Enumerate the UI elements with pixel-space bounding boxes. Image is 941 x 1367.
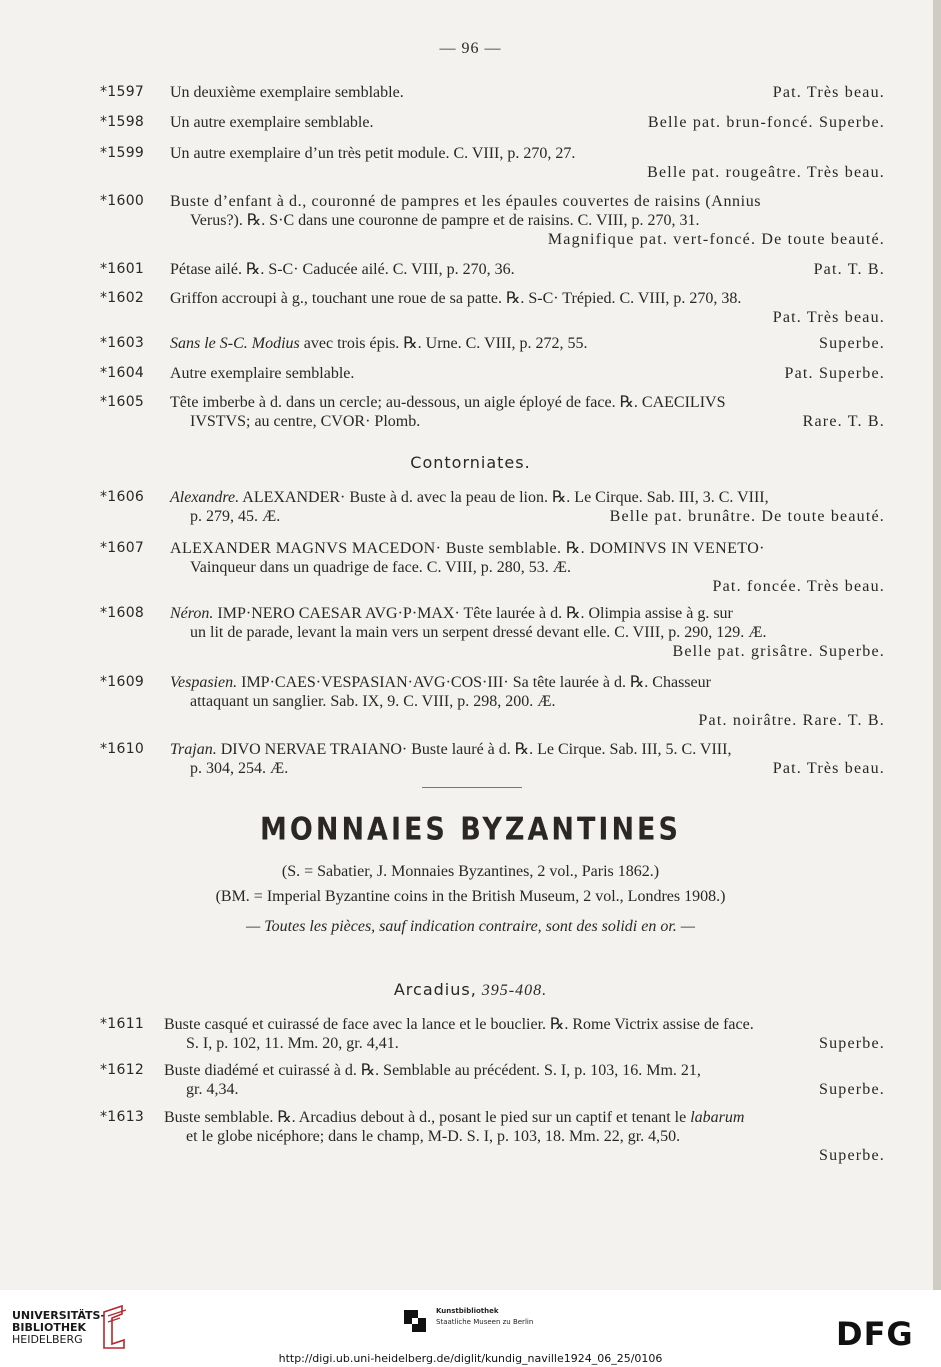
- lot-description-cont: p. 304, 254. Æ.: [190, 760, 289, 777]
- page-number: — 96 —: [439, 40, 502, 57]
- lot-description: Un autre exemplaire semblable.: [170, 114, 374, 131]
- heidelberg-library-logo-text: UNIVERSITÄTS- BIBLIOTHEK HEIDELBERG: [12, 1309, 106, 1346]
- lot-italic-term: labarum: [690, 1109, 745, 1126]
- lot-description: Sans le S-C. Modius avec trois épis. ℞. Urne. C. VIII, p. 272, 55.: [170, 335, 588, 352]
- kunstbibliothek-logo-icon: [402, 1308, 428, 1334]
- lot-description: Buste casqué et cuirassé de face avec la lance et le bouclier. ℞. Rome Victrix assise de face.: [164, 1016, 754, 1033]
- lot-condition: Rare. T. B.: [802, 413, 885, 430]
- lot-number: *1600: [100, 193, 145, 209]
- lot-description-cont: IVSTVS; au centre, CVOR· Plomb.: [190, 413, 421, 430]
- note-solidi: — Toutes les pièces, sauf indication contraire, sont des solidi en or. —: [245, 918, 696, 935]
- lot-number: *1611: [100, 1016, 145, 1032]
- lot-condition: Pat. Superbe.: [784, 365, 885, 382]
- heading-contorniates: Contorniates.: [410, 453, 531, 472]
- lot-description: Buste semblable. ℞. Arcadius debout à d., posant le pied sur un captif et tenant le labarum: [164, 1109, 745, 1126]
- digitization-footer: [0, 1290, 941, 1367]
- lot-number: *1604: [100, 365, 145, 381]
- lot-number: *1603: [100, 335, 145, 351]
- lot-number: *1599: [100, 145, 145, 161]
- lot-description-cont: attaquant un sanglier. Sab. IX, 9. C. VIII, p. 298, 200. Æ.: [190, 693, 556, 710]
- lot-italic-label: Alexandre.: [170, 489, 240, 506]
- lot-condition: Pat. Très beau.: [772, 309, 885, 326]
- lot-number: *1601: [100, 261, 145, 277]
- lot-description-cont: S. I, p. 102, 11. Mm. 20, gr. 4,41.: [186, 1035, 399, 1052]
- lot-description-cont: et le globe nicéphore; dans le champ, M-D. S. I, p. 103, 18. Mm. 22, gr. 4,50.: [186, 1128, 681, 1145]
- section-divider: [422, 787, 522, 788]
- lot-condition: Superbe.: [818, 1147, 885, 1164]
- lot-number: *1608: [100, 605, 145, 621]
- lot-condition: Pat. T. B.: [813, 261, 885, 278]
- lot-condition: Pat. noirâtre. Rare. T. B.: [698, 712, 885, 729]
- lot-number: *1613: [100, 1109, 145, 1125]
- page-edge: [933, 0, 941, 1290]
- lot-number: *1610: [100, 741, 145, 757]
- lot-italic-label: Néron.: [170, 605, 214, 622]
- lot-description-cont: un lit de parade, levant la main vers un serpent dressé devant elle. C. VIII, p. 290, 129. Æ.: [190, 624, 767, 641]
- lot-description-cont: p. 279, 45. Æ.: [190, 508, 281, 525]
- lot-description-cont: Vainqueur dans un quadrige de face. C. VIII, p. 280, 53. Æ.: [190, 559, 571, 576]
- kunstbibliothek-logo-text: Kunstbibliothek Staatliche Museen zu Berlin: [436, 1307, 534, 1326]
- lot-description-cont: Verus?). ℞. S·C dans une couronne de pampre et de raisins. C. VIII, p. 270, 31.: [190, 212, 700, 229]
- lot-condition: Pat. Très beau.: [772, 84, 885, 101]
- reference-british-museum: (BM. = Imperial Byzantine coins in the British Museum, 2 vol., Londres 1908.): [215, 888, 726, 905]
- heading-arcadius-dates: 395-408.: [476, 982, 548, 999]
- lot-description: Vespasien. IMP·CAES·VESPASIAN·AVG·COS·III· Sa tête laurée à d. ℞. Chasseur: [170, 674, 711, 691]
- lot-description: Trajan. DIVO NERVAE TRAIANO· Buste lauré à d. ℞. Le Cirque. Sab. III, 5. C. VIII,: [170, 741, 732, 758]
- lot-description: ALEXANDER MAGNVS MACEDON· Buste semblable. ℞. DOMINVS IN VENETO·: [170, 540, 765, 557]
- lot-description: Buste diadémé et cuirassé à d. ℞. Semblable au précédent. S. I, p. 103, 16. Mm. 21,: [164, 1062, 701, 1079]
- lot-description: Autre exemplaire semblable.: [170, 365, 355, 382]
- lot-description: Buste d’enfant à d., couronné de pampres et les épaules couvertes de raisins (Annius: [170, 193, 762, 210]
- section-title-byzantine: MONNAIES BYZANTINES: [260, 811, 681, 848]
- lot-condition: Belle pat. brunâtre. De toute beauté.: [609, 508, 885, 525]
- lot-description-cont: gr. 4,34.: [186, 1081, 239, 1098]
- lot-italic-label: Sans le S-C. Modius: [170, 335, 300, 352]
- heidelberg-library-logo-icon: [100, 1304, 130, 1350]
- lot-italic-label: Vespasien.: [170, 674, 238, 691]
- lot-condition: Belle pat. grisâtre. Superbe.: [672, 643, 885, 660]
- lot-description: Un autre exemplaire d’un très petit module. C. VIII, p. 270, 27.: [170, 145, 576, 162]
- lot-number: *1612: [100, 1062, 145, 1078]
- heading-arcadius: Arcadius, 395-408.: [393, 980, 548, 999]
- lot-description: Néron. IMP·NERO CAESAR AVG·P·MAX· Tête laurée à d. ℞. Olimpia assise à g. sur: [170, 605, 733, 622]
- lot-description: Pétase ailé. ℞. S-C· Caducée ailé. C. VIII, p. 270, 36.: [170, 261, 515, 278]
- lot-condition: Belle pat. brun-foncé. Superbe.: [647, 114, 885, 131]
- lot-number: *1609: [100, 674, 145, 690]
- lot-number: *1597: [100, 84, 145, 100]
- lot-number: *1607: [100, 540, 145, 556]
- lot-description: Griffon accroupi à g., touchant une roue de sa patte. ℞. S-C· Trépied. C. VIII, p. 270, 38.: [170, 290, 742, 307]
- lot-condition: Pat. foncée. Très beau.: [712, 578, 885, 595]
- lot-number: *1605: [100, 394, 145, 410]
- lot-italic-label: Trajan.: [170, 741, 217, 758]
- lot-condition: Superbe.: [818, 335, 885, 352]
- lot-condition: Magnifique pat. vert-foncé. De toute beauté.: [547, 231, 885, 248]
- lot-condition: Belle pat. rougeâtre. Très beau.: [647, 164, 885, 181]
- lot-number: *1598: [100, 114, 145, 130]
- lot-number: *1602: [100, 290, 145, 306]
- dfg-logo: DFG: [836, 1315, 914, 1353]
- lot-description: Tête imberbe à d. dans un cercle; au-dessous, un aigle éployé de face. ℞. CAECILIVS: [170, 394, 726, 411]
- lot-condition: Superbe.: [818, 1035, 885, 1052]
- lot-condition: Pat. Très beau.: [772, 760, 885, 777]
- lot-description: Un deuxième exemplaire semblable.: [170, 84, 404, 101]
- permalink-url[interactable]: http://digi.ub.uni-heidelberg.de/diglit/kundig_naville1924_06_25/0106: [278, 1352, 663, 1365]
- lot-description: Alexandre. ALEXANDER· Buste à d. avec la peau de lion. ℞. Le Cirque. Sab. III, 3. C. VIII,: [170, 489, 769, 506]
- lot-condition: Superbe.: [818, 1081, 885, 1098]
- reference-sabatier: (S. = Sabatier, J. Monnaies Byzantines, 2 vol., Paris 1862.): [281, 863, 660, 880]
- lot-number: *1606: [100, 489, 145, 505]
